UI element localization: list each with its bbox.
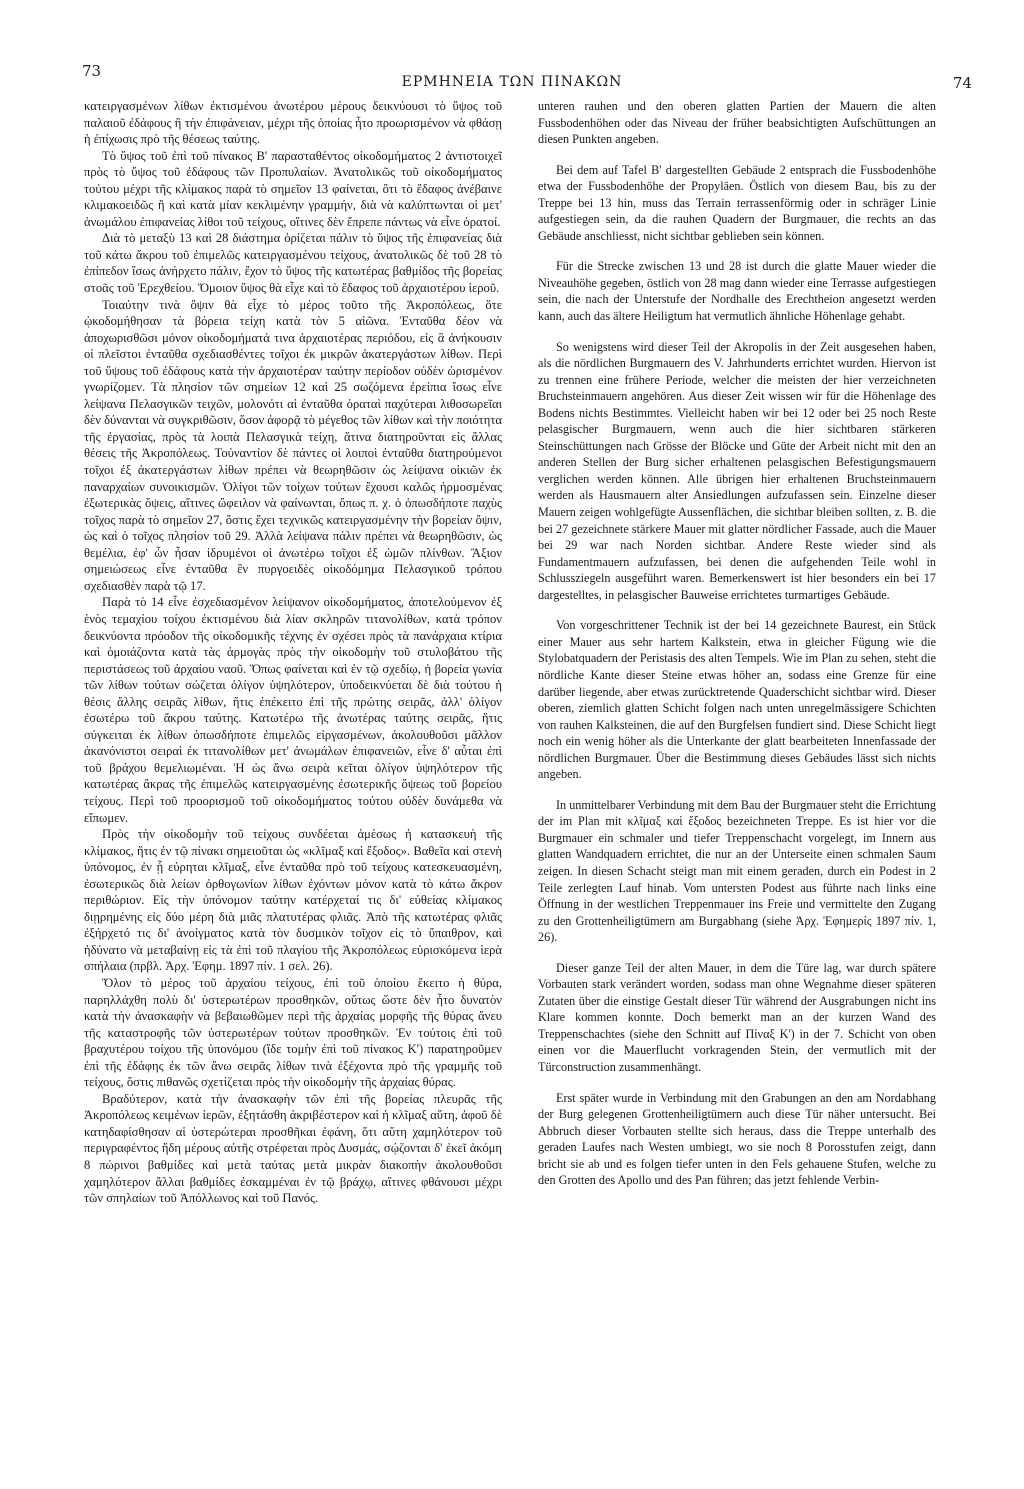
german-text-column [538, 98, 936, 1438]
paragraph: So wenigstens wird dieser Teil der Akropolis in der Zeit ausgesehen haben, als die nördlichen Burgmauern des V. Jahrhunderts errichtet wurden. Hiervon ist zu trennen eine frühere Periode, welcher die meisten der hier verzeichneten Bruchsteinmauern angehören. Aus dieser Zeit wissen wir für die Höhenlage des Bodens nichts Bestimmtes. Vielleicht haben wir bei 12 oder bei 25 noch Reste pelasgischer Burgmauern, wenn auch die hier sichtbaren stärkeren Steinschüttungen nach Grösse der Blöcke und Güte der Arbeit nicht mit den an anderen Stellen der Burg sicher erhaltenen pelasgischen Befestigungsmauern verglichen werden können. Alle übrigen hier erhaltenen Bruchsteinmauern werden als Hausmauern alter Ansiedlungen aufzufassen sein. Einzelne dieser Mauern zeigen wohlgefügte Aussenflächen, die sichtbar bleiben sollten, z. B. die bei 27 gezeichnete stärkere Mauer mit glatter nördlicher Fassade, auch die Mauer bei 29 war nach Norden sichtbar. Andere Reste wieder sind als Fundamentmauern aufzufassen, bei denen die aufgehenden Teile wohl in Schlussziegeln ausgeführt waren. Bemerkenswert ist hier besonders ein bei 17 dargestelltes, in pelasgischer Bauweise errichtetes turmartiges Gebäude. [538, 339, 936, 602]
page-number-left: 73 [82, 62, 102, 80]
paragraph: Πρὸς τὴν οἰκοδομὴν τοῦ τείχους συνδέεται ἀμέσως ἡ κατασκευὴ τῆς κλίμακος, ἥτις ἐν τῷ πίνακι σημειοῦται ὡς «κλῖμαξ καὶ ἔξοδος». Βαθεῖα καὶ στενὴ ὑπόνομος, ἐν ᾗ εὑρηται κλῖμαξ, εἶνε ἐνταῦθα πρὸ τοῦ τείχους κατεσκευασμένη, ἐσωτερικῶς διὰ λείων ὀρθογωνίων λίθων ἐχόντων μόνον κατὰ τὸ κάτω ἄκρον περιθώριον. Εἰς τὴν ὑπόνομον ταύτην κατέρχεταί τις δι' εὐθείας κλίμακος διῃρημένης εἰς δύο μέρη διὰ μιᾶς πλατυτέρας φλιᾶς. Ἀπὸ τῆς κατωτέρας φλιᾶς ἐξήρχετό τις δι' ἀνοίγματος κατὰ τὸν δυσμικὸν τοῖχον εἰς τὸ ὕπαιθρον, καὶ ἠδύνατο νὰ μεταβαίνῃ εἰς τὰ ἐπὶ τοῦ πλαγίου τῆς Ἀκροπόλεως εὑρισκόμενα ἱερὰ σπήλαια (πρβλ. Ἀρχ. Ἐφημ. 1897 πίν. 1 σελ. 26). [84, 827, 502, 974]
paragraph: Von vorgeschrittener Technik ist der bei 14 gezeichnete Baurest, ein Stück einer Mauer aus sehr hartem Kalkstein, etwa in gleicher Fügung wie die Stylobatquadern der Peristasis des alten Tempels. Wie im Plan zu sehen, steht die nördliche Kante dieser Steine etwas höher an, sodass eine Grenze für eine darüber liegende, aber etwas zurücktretende Quaderschicht sichtbar wird. Dieser oberen, ziemlich glatten Schicht folgen nach unten unregelmässigere Schichten von rauhen Kalksteinen, die auf den Burgfelsen fundiert sind. Diese Schicht liegt noch ein wenig höher als die Unterkante der glatt bearbeiteten Innenfassade der nördlichen Burgmauer. Über die Bestimmung dieses Gebäudes lässt sich nichts angeben. [538, 618, 936, 782]
page-number-right: 74 [952, 74, 972, 92]
paragraph: Erst später wurde in Verbindung mit den Grabungen an den am Nordabhang der Burg gelegenen Grottenheiligtümern auch diese Tür näher untersucht. Bei Abbruch dieser Vorbauten stellte sich heraus, dass die Treppe unterhalb des geraden Laufes nach Westen umbiegt, wo sie noch 8 Porosstufen zeigt, dann bricht sie ab und es folgen tiefer unten in den Fels gehauene Stufen, welche zu den Grotten des Apollo und des Pan führen; das jetzt fehlende Verbin- [538, 1090, 936, 1188]
paragraph: Für die Strecke zwischen 13 und 28 ist durch die glatte Mauer wieder die Niveauhöhe gegeben, östlich von 28 mag dann wieder eine Terrasse aufgestiegen sein, die nach der Unterstufe der Nordhalle des Erechtheion angesetzt werden kann, auch das ältere Heiligtum hat vermutlich ähnliche Höhenlage gehabt. [538, 259, 936, 324]
paragraph: Τοιαύτην τινὰ ὄψιν θὰ εἶχε τὸ μέρος τοῦτο τῆς Ἀκροπόλεως, ὅτε ᾠκοδομήθησαν τὰ βόρεια τείχη κατὰ τὸν 5 αἰῶνα. Ἐνταῦθα δέον νὰ ἀποχωρισθῶσι μόνον οἰκοδομήματά τινα ἀρχαιοτέρας περιόδου, εἰς ἃ ἀνήκουσιν οἱ πλεῖστοι ἐνταῦθα σχεδιασθέντες τοῖχοι ἐκ μικρῶν ἀκατεργάστων λίθων. Περὶ τοῦ ὕψους τοῦ ἐδάφους κατὰ τὴν ἀρχαιοτέραν ταύτην περίοδον οὐδὲν ὡρισμένον γνωρίζομεν. Τὰ πλησίον τῶν σημείων 12 καὶ 25 σωζόμενα ἐρείπια ἴσως εἶνε λείψανα Πελασγικῶν τειχῶν, μολονότι αἱ ἐνταῦθα ὁραταὶ παχύτεραι λιθοσωρεῖαι δὲν δύνανται νὰ συγκριθῶσιν, ὅσον ἀφορᾷ τὸ μέγεθος τῶν λίθων καὶ τὴν ποιότητα τῆς ἐργασίας, πρὸς τὰ λοιπὰ Πελασγικὰ τείχη, ἅτινα διατηροῦνται εἰς ἄλλας θέσεις τῆς Ἀκροπόλεως. Τοὐναντίον δὲ πάντες οἱ λοιποὶ ἐνταῦθα διατηρούμενοι τοῖχοι ἐξ ἀκατεργάστων λίθων πρέπει νὰ θεωρηθῶσιν ὡς λείψανα οἰκιῶν ἐκ παναρχαίων συνοικισμῶν. Ὀλίγοι τῶν τοίχων τούτων ἔχουσι καλῶς ἡρμοσμένας ἐξωτερικὰς ὄψεις, αἵτινες ὤφειλον νὰ φαίνωνται, ὅπως π. χ. ὁ ὁπωσδήποτε παχὺς τοῖχος παρὰ τὸ σημεῖον 27, ὅστις ἔχει τεχνικῶς κατειργασμένην τὴν βορείαν ὄψιν, ὡς καὶ ὁ τοῖχος πλησίον τοῦ 29. Ἀλλὰ λείψανα πάλιν πρέπει νὰ θεωρηθῶσιν, ὡς θεμέλια, ἐφ' ὧν ἦσαν ἱδρυμένοι οἱ ἀνωτέρω τοῖχοι ἐξ ὠμῶν πλίνθων. Ἄξιον σημειώσεως εἶνε ἐνταῦθα ἓν πυργοειδὲς οἰκοδόμημα Πελασγικοῦ τρόπου σχεδιασθὲν παρὰ τῷ 17. [84, 297, 502, 593]
paragraph: Διὰ τὸ μεταξὺ 13 καὶ 28 διάστημα ὁρίζεται πάλιν τὸ ὕψος τῆς ἐπιφανείας διὰ τοῦ κάτω ἄκρου τοῦ ἐπιμελῶς κατειργασμένου τείχους, ἀνατολικῶς δὲ τοῦ 28 τὸ ἐπίπεδον ἴσως ἀνήρχετο πάλιν, ἔχον τὸ ὕψος τῆς κατωτέρας βαθμίδος τῆς βορείας στοᾶς τοῦ Ἐρεχθείου. Ὅμοιον ὕψος θὰ εἶχε καὶ τὸ ἔδαφος τοῦ ἀρχαιοτέρου ἱεροῦ. [84, 231, 502, 296]
paragraph: In unmittelbarer Verbindung mit dem Bau der Burgmauer steht die Errichtung der im Plan mit κλῖμαξ καὶ ἔξοδος bezeichneten Treppe. Es ist hier vor die Burgmauer ein schmaler und tiefer Treppenschacht vorgelegt, im Innern aus glatten Wandquadern errichtet, die nur an der Unterseite einen schmalen Saum zeigen. In diesen Schacht steigt man mit einem geraden, durch ein Podest in 2 Teile zerlegten Lauf hinab. Vom untersten Podest aus führte nach links eine Öffnung in der westlichen Treppenmauer ins Freie und vermittelte den Zugang zu den Grottenheiligtümern am Burgabhang (siehe Ἀρχ. Ἐφημερίς 1897 πίν. 1, 26). [538, 797, 936, 945]
paragraph: κατειργασμένων λίθων ἐκτισμένου ἀνωτέρου μέρους δεικνύουσι τὸ ὕψος τοῦ παλαιοῦ ἐδάφους ἢ τὴν ἐπιφάνειαν, μέχρι τῆς ὁποίας ἦτο προωρισμένον νὰ φθάσῃ ἡ ἐπίχωσις πρὸ τῆς θέσεως ταύτης. [84, 99, 502, 147]
paragraph: Ὅλον τὸ μέρος τοῦ ἀρχαίου τείχους, ἐπὶ τοῦ ὁποίου ἔκειτο ἡ θύρα, παρηλλάχθη πολὺ δι' ὑστερωτέρων προσθηκῶν, οὕτως ὥστε δὲν ἦτο δυνατὸν κατὰ τὴν ἀνασκαφὴν νὰ βεβαιωθῶμεν περὶ τῆς ἀρχαίας μορφῆς τῆς θύρας ἄνευ τῆς καταστροφῆς τῶν ὑστερωτέρων τούτων προσθηκῶν. Ἐν τούτοις ἐπὶ τοῦ βραχυτέρου τοίχου τῆς ὑπονόμου (ἴδε τομὴν ἐπὶ τοῦ πίνακος Κ') παρατηροῦμεν ἐπὶ τῆς ἐδάφης ἐκ τῶν ἄνω σειρᾶς λίθων τινὰ ἐξέχοντα πρὸ τῆς γραμμῆς τοῦ τείχους, ὅστις πιθανῶς σχετίζεται πρὸς τὴν οἰκοδομὴν τῆς ἀρχαίας θύρας. [84, 975, 502, 1090]
page-header [0, 62, 1024, 92]
greek-text-column [84, 98, 502, 1438]
running-title: ΕΡΜΗΝΕΙΑ ΤΩΝ ΠΙΝΑΚΩΝ [401, 74, 623, 90]
paragraph: Bei dem auf Tafel B' dargestellten Gebäude 2 entsprach die Fussbodenhöhe etwa der Fussbodenhöhe der Propyläen. Östlich von diesem Bau, bis zu der Treppe bei 13 hin, muss das Terrain terrassenförmig oder in schräger Linie aufgestiegen sein, da die rauhen Quadern der Burgmauer, die rechts an das Gebäude anschliesst, nicht sichtbar geblieben sein können. [538, 162, 936, 243]
paragraph: unteren rauhen und den oberen glatten Partien der Mauern die alten Fussbodenhöhen oder das Niveau der früher beabsichtigten Aufschüttungen an diesen Punkten angeben. [538, 99, 936, 147]
paragraph: Βραδύτερον, κατὰ τὴν ἀνασκαφὴν τῶν ἐπὶ τῆς βορείας πλευρᾶς τῆς Ἀκροπόλεως κειμένων ἱερῶν, ἐξητάσθη ἀκριβέστερον καὶ ἡ κλῖμαξ αὕτη, ἀφοῦ δὲ κατηδαφίσθησαν αἱ ὑστερώτεραι προσθῆκαι ἐφάνη, ὅτι αὕτη χαμηλότερον τοῦ περιγραφέντος ἤδη μέρους αὐτῆς στρέφεται πρὸς Δυσμάς, σῴζονται δ' ἐκεῖ ἀκόμη 8 πώρινοι βαθμίδες καὶ μετὰ ταύτας μετὰ μικρὰν διακοπὴν ἀκολουθοῦσι χαμηλότερον ἄλλαι βαθμίδες ἐσκαμμέναι ἐν τῷ βράχῳ, αἵτινες φθάνουσι μέχρι τῶν σπηλαίων τοῦ Ἀπόλλωνος καὶ τοῦ Πανός. [84, 1091, 502, 1206]
paragraph: Dieser ganze Teil der alten Mauer, in dem die Türe lag, war durch spätere Vorbauten stark verändert worden, sodass man ohne Wegnahme dieser späteren Zutaten über die einstige Gestalt dieser Tür während der Ausgrabungen nicht ins Klare kommen konnte. Doch bemerkt man an der kurzen Wand des Treppenschachtes (siehe den Schnitt auf Πίναξ Κ') in der 7. Schicht von oben einen vor die Mauerflucht vorkragenden Stein, der vermutlich mit der Türconstruction zusammenhängt. [538, 960, 936, 1074]
paragraph: Παρὰ τὸ 14 εἶνε ἐσχεδιασμένον λείψανον οἰκοδομήματος, ἀποτελούμενον ἐξ ἑνὸς τεμαχίου τοίχου ἐκτισμένου διὰ λίαν σκληρῶν τιτανολίθων, κατὰ τρόπον δεικνύοντα πρόοδον τῆς οἰκοδομικῆς τέχνης ἐν σχέσει πρὸς τὰ πανάρχαια κτίρια καὶ ὁμοιάζοντα κατὰ τὰς ἁρμογὰς πρὸς τὴν οἰκοδομὴν τοῦ στυλοβάτου τῆς περιστάσεως τοῦ ἀρχαίου ναοῦ. Ὅπως φαίνεται καὶ ἐν τῷ σχεδίῳ, ἡ βορεία γωνία τῶν λίθων τούτων σώζεται ὀλίγον ὑψηλότερον, ὑποδεικνύεται δὲ διὰ τούτου ἡ θέσις ἄλλης σειρᾶς λίθων, ἥτις ἐπέκειτο ἐπὶ τῆς πρώτης σειρᾶς, ἀλλ' ὀλίγον ἐσωτέρω τοῦ ἄκρου ταύτης. Κατωτέρω τῆς ἀνωτέρας ταύτης σειρᾶς, ἥτις σύγκειται ἐκ λίθων ὁπωσδήποτε ἐπιμελῶς εἰργασμένων, ἀκολουθοῦσι μᾶλλον ἀκανόνιστοι σειραὶ ἐκ τιτανολίθων μετ' ἀνωμάλων ἐπιφανειῶν, εἶνε δ' αὗται ἐπὶ τοῦ βράχου θεμελιωμέναι. Ἡ ὡς ἄνω σειρὰ κεῖται ὀλίγον ὑψηλότερον τῆς κατωτέρας ἄκρας τῆς ἐπιμελῶς κατειργασμένης ἐσωτερικῆς ὄψεως τοῦ βορείου τείχους. Περὶ τοῦ προορισμοῦ τοῦ οἰκοδομήματος τούτου οὐδὲν δυνάμεθα νὰ εἴπωμεν. [84, 595, 502, 825]
paragraph: Τὸ ὕψος τοῦ ἐπὶ τοῦ πίνακος Β' παρασταθέντος οἰκοδομήματος 2 ἀντιστοιχεῖ πρὸς τὸ ὕψος τοῦ ἐδάφους τῶν Προπυλαίων. Ἀνατολικῶς τοῦ οἰκοδομήματος τούτου μέχρι τῆς κλίμακος παρὰ τὸ σημεῖον 13 φαίνεται, ὅτι τὸ ἔδαφος ἀνέβαινε κλιμακοειδῶς ἢ καὶ κατὰ μίαν κεκλιμένην γραμμήν, διὰ νὰ καλύπτωνται οἱ μετ' ἀνωμάλου ἐπιφανείας λίθοι τοῦ τείχους, οἵτινες δὲν ἔπρεπε πάντως νὰ εἶνε ὁρατοί. [84, 148, 502, 229]
